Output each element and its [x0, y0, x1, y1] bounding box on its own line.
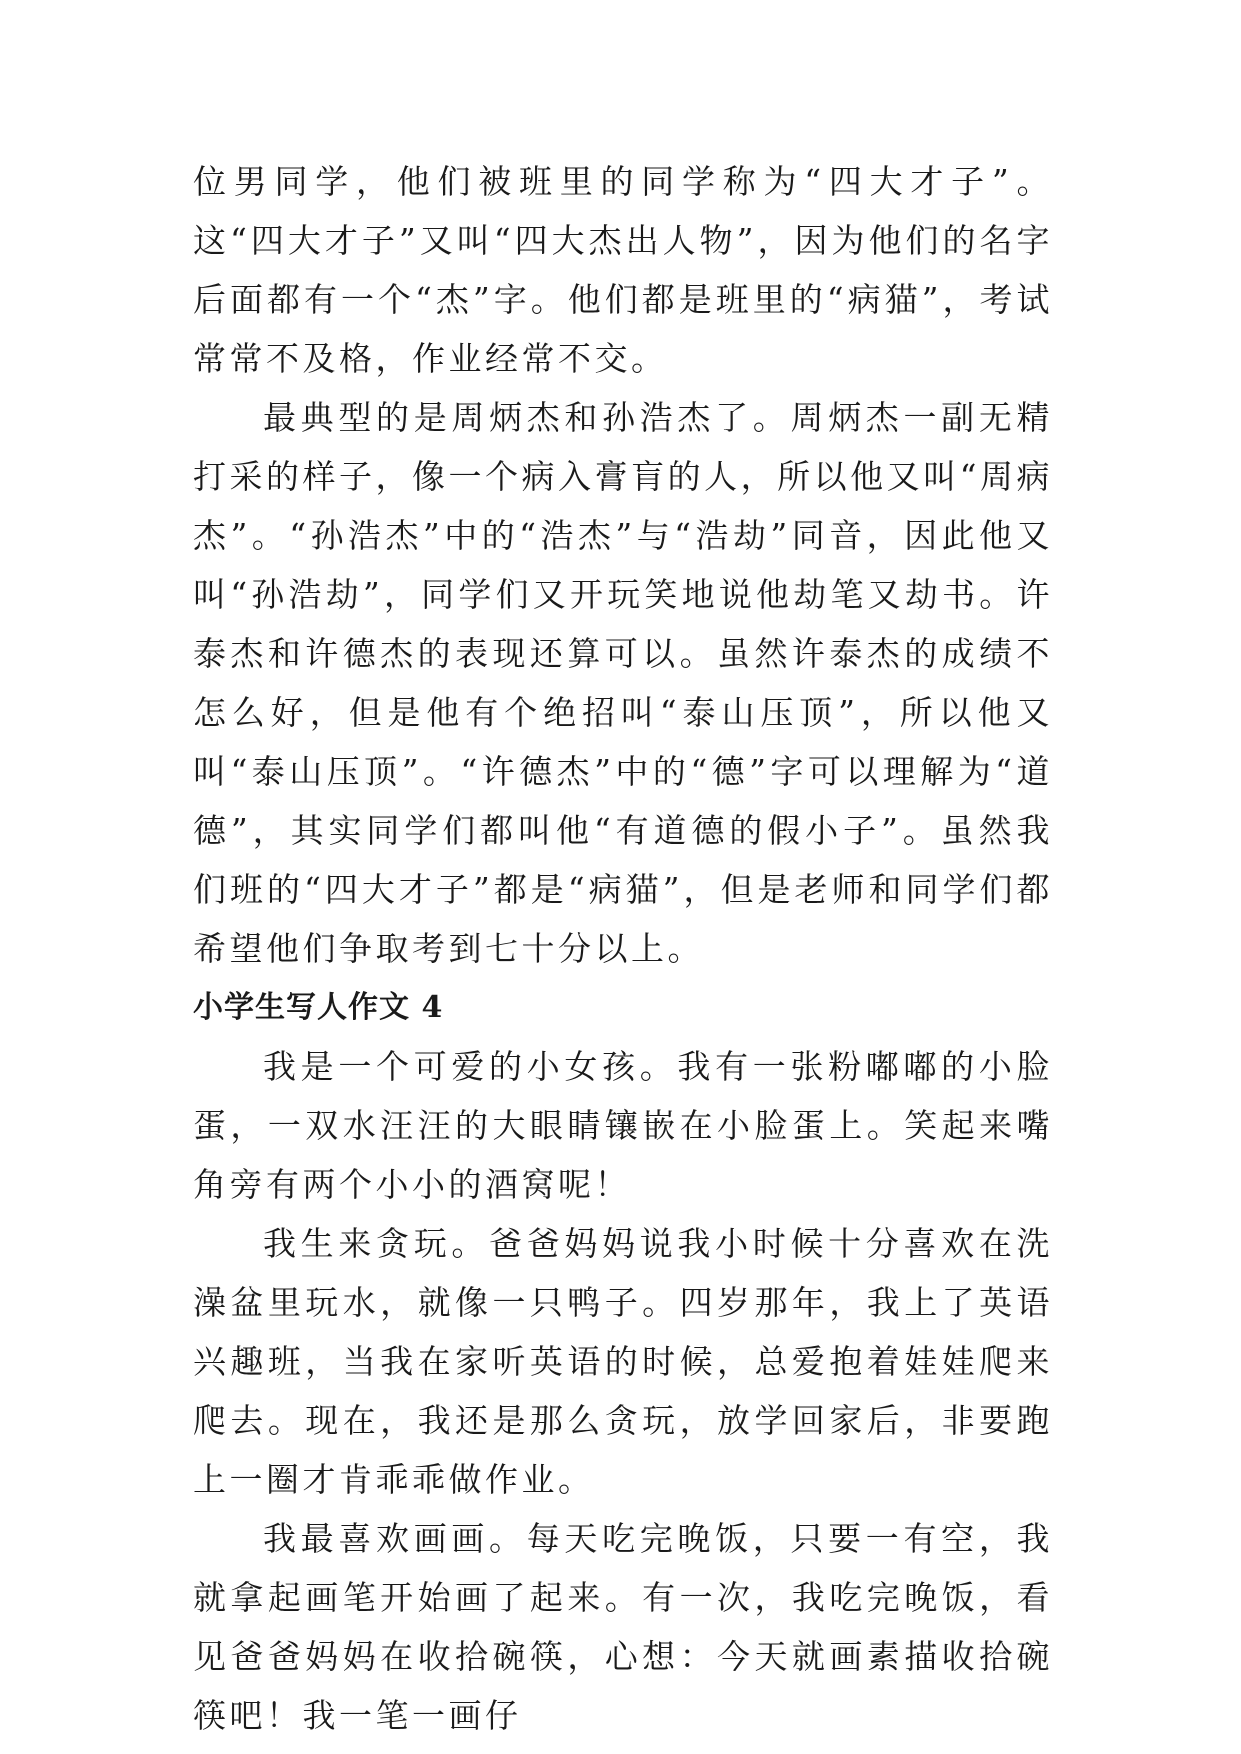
paragraph-drawing: 我最喜欢画画。每天吃完晚饭，只要一有空，我就拿起画笔开始画了起来。有一次，我吃完晚饭，看见爸爸妈妈在收拾碗筷，心想：今天就画素描收拾碗筷吧！我一笔一画仔 [193, 1519, 1053, 1735]
paragraph-four-talents: 最典型的是周炳杰和孙浩杰了。周炳杰一副无精打采的样子，像一个病入膏肓的人，所以他又叫“周病杰”。“孙浩杰”中的“浩杰”与“浩劫”同音，因此他又叫“孙浩劫”，同学们又开玩笑地说他劫笔又劫书。许泰杰和许德杰的表现还算可以。虽然许泰杰的成绩不怎么好，但是他有个绝招叫“泰山压顶”，所以他又叫“泰山压顶”。“许德杰”中的“德”字可以理解为“道德”，其实同学们都叫他“有道德的假小子”。虽然我们班的“四大才子”都是“病猫”，但是老师和同学们都希望他们争取考到七十分以上。 [193, 398, 1053, 968]
document-body [193, 152, 1053, 1745]
paragraph-playful: 我生来贪玩。爸爸妈妈说我小时候十分喜欢在洗澡盆里玩水，就像一只鸭子。四岁那年，我上了英语兴趣班，当我在家听英语的时候，总爱抱着娃娃爬来爬去。现在，我还是那么贪玩，放学回家后，非要跑上一圈才肯乖乖做作业。 [193, 1224, 1053, 1499]
paragraph-appearance: 我是一个可爱的小女孩。我有一张粉嘟嘟的小脸蛋，一双水汪汪的大眼睛镶嵌在小脸蛋上。笑起来嘴角旁有两个小小的酒窝呢！ [193, 1047, 1053, 1204]
essay-heading: 小学生写人作文 4 [193, 990, 444, 1025]
paragraph-continued: 位男同学，他们被班里的同学称为“四大才子”。这“四大才子”又叫“四大杰出人物”，因为他们的名字后面都有一个“杰”字。他们都是班里的“病猫”，考试常常不及格，作业经常不交。 [193, 162, 1053, 378]
